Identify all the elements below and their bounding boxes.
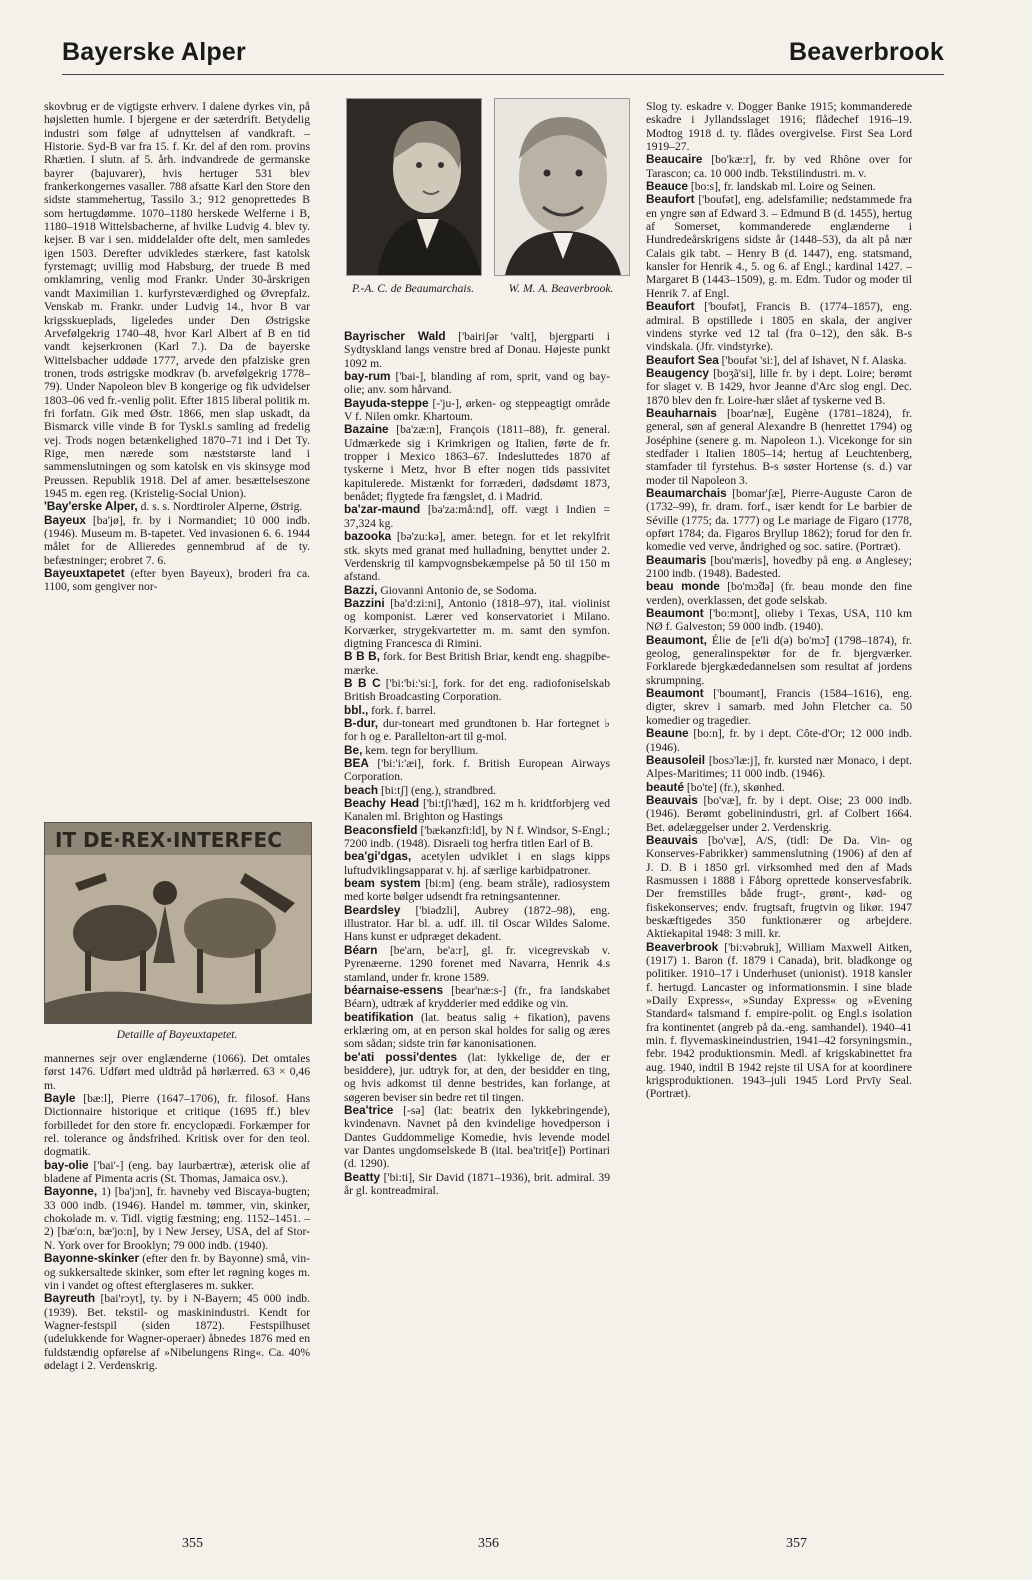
entry (344, 530, 610, 583)
entry-text: [-sə] (lat: beatrix den lykkebringende), kvindenavn. Navnet på den kvindelige hovedperson i Dantes Guddommelige Komedie, hvis levende model var Dantes ungdomselskede B (ital. bea'trit[e]) Portinari (d. 1290). (344, 1103, 610, 1171)
entry-text: (lat. beatus salig + fikation), pavens erklæring om, at en person skal holdes for salig og æres som sådan; sidste trin før kanonisationen. (344, 1010, 610, 1051)
entry (344, 677, 610, 704)
entry (646, 367, 912, 407)
entry-text: [bə'zu:kə], amer. betegn. for et let rekylfrit stk. skyts med granat med hulladning, benyttet under 2. Verdenskrig til kampvognsbekæmpelse på 50 til 150 m afstand. (344, 530, 610, 584)
entry-text: [ba'jø], fr. by i Normandiet; 10 000 indb. (1946). Museum m. B-tapetet. Ved invasionen 6. 6. 1944 målet for de Allieredes gennembrud af de ty. befæstninger; erobret 7. 6. (44, 513, 310, 567)
entry (344, 784, 610, 797)
entry-headword: Beaumont (646, 606, 704, 621)
caption-beaumarchais: P.-A. C. de Beaumarchais. (351, 282, 475, 295)
entry-headword: Beaconsfield (344, 822, 418, 837)
entry-text: fork. f. barrel. (368, 703, 436, 717)
entry-text: [bi:tʃ] (eng.), strandbred. (378, 783, 496, 797)
entry (344, 944, 610, 984)
entry-text: [be'arn, be'a:r], gl. fr. vicegrevskab v. Pyrenæerne. 1290 forenet med Navarra, Henrik 4.s stamland, under fr. krone 1589. (344, 943, 610, 984)
column-2 (344, 330, 610, 1197)
entry (344, 1171, 610, 1198)
entry (646, 754, 912, 781)
page-number-right: 357 (786, 1536, 807, 1551)
entry-text: Slog ty. eskadre v. Dogger Banke 1915; kommanderede eskadre i Jyllandsslaget 1916; flådechef 1916–19. Modtog 1918 d. ty. flådes overgivelse. First Sea Lord 1919–27. (646, 100, 912, 154)
entry-headword: B-dur, (344, 715, 379, 730)
entry-text: mannernes sejr over englænderne (1066). Det omtales først 1476. Udført med uldtråd på hørlærred. 63 × 0,46 m. (44, 1052, 310, 1092)
page-number-left: 355 (182, 1536, 203, 1551)
entry (344, 744, 610, 757)
entry-text: acetylen udviklet i en slags kipps luftudviklingsapparat v. hj. af særlige karbidpatroner. (344, 850, 610, 877)
entry (344, 824, 610, 851)
entry-text: [bai'rɔyt], ty. by i N-Bayern; 45 000 indb. (1939). Bet. tekstil- og maskinindustri. Kendt for Wagner-festspil (siden 1872). Festspilhuset (udelukkende for Wagner-operaer) åbnedes 1876 med en fuldstændig opførelse af »Nibelungens Ring«. Ca. 40% ødelagt i 2. Verdenskrig. (44, 1292, 310, 1372)
entry-text: (lat: lykkelige de, der er besiddere), jur. udtryk for, at den, der besidder en ting, og hvis adkomst til denne bestrides, kan forlange, at søgeren beviser sin bedre ret til tingen. (344, 1050, 610, 1104)
entry (646, 727, 912, 754)
entry-headword: Beauvais (646, 792, 698, 807)
entry-text: [boar'næ], Eugène (1781–1824), fr. general, søn af general Alexandre B (henrettet 1794) og Joséphine (senere g. m. Napoleon 1.). Vicekonge for sin stedfader i Italien 1805–14; hertug af Leuchtenberg, stamfader til fyrstehus. B-s søster Hortense (s. d.) var moder til Napoleon 3. (646, 406, 912, 487)
entry-headword: béarnaise-essens (344, 982, 444, 997)
entry-headword: be'ati possi'dentes (344, 1049, 458, 1064)
tapestry-caption: Detaille af Bayeuxtapetet. (116, 1028, 238, 1041)
entry-text: ['boufət 'si:], del af Ishavet, N f. Alaska. (718, 353, 907, 367)
entry-headword: 'Bay'erske Alper, (44, 499, 138, 514)
entry-headword: Bayonne, (44, 1184, 98, 1199)
entry-text: fork. for Best British Briar, kendt eng. shagpibe-mærke. (344, 650, 610, 677)
entry-text: [boʒã'si], lille fr. by i dept. Loire; berømt for slaget v. B 1429, hvor Jeanne d'Arc slog engl. Dec. 1870 blev den fr. Loire-hær slået af tyskerne ved B. (646, 366, 912, 407)
entry-text: ['bai'-] (eng. bay laurbærtræ), æterisk olie af bladene af Pimenta acris (St. Thomas, Jamaica osv.). (44, 1158, 310, 1186)
entry (44, 500, 310, 513)
entry (44, 1052, 310, 1092)
entry-text: [bo:n], fr. by i dept. Côte-d'Or; 12 000 indb. (1946). (646, 727, 912, 754)
entry-headword: Beardsley (344, 902, 401, 917)
entry-text: [bo:s], fr. landskab ml. Loire og Seinen. (687, 180, 876, 194)
running-head-left: Bayerske Alper (62, 38, 246, 66)
entry-text: ['bi:'bi:'si:], fork. for det eng. radiofoniselskab British Broadcasting Corporation. (344, 676, 610, 704)
entry-headword: Beaufort (646, 192, 695, 207)
entry-text: ['bi:vəbruk], William Maxwell Aitken, (1917) 1. Baron (f. 1879 i Canada), brit. bladkonge og politiker. 1910–17 i Underhuset (unionist). 1918 kansler f. hertugd. Lancaster og informationsmin. I sine blade »Daily Express«, »Sunday Express« og »Evening Standard« talsmand f. empire-polit. og Engl.s isolation fra kontinentet (angreb på da.-eng. samhandel). 1940–41 min. f. flyvemaskineindustrien, 1941–42 forsyningsmin., febr. 1942 produktionsmin. Medl. af krigskabinettet fra aug. 1940, indtil B 1942 rejste til USA for at koordinere krigsproduktionen. 1943–juli 1945 Lord Prvīy Seal. (Portræt). (646, 940, 912, 1101)
entry-headword: Beaumaris (646, 552, 707, 567)
entry (646, 407, 912, 487)
entry-text: kem. tegn for beryllium. (362, 743, 479, 757)
entry-headword: Beaufort (646, 299, 695, 314)
entry (646, 634, 912, 687)
entry-headword: Bayrischer Wald (344, 329, 446, 343)
column-3 (646, 100, 912, 1101)
entry (344, 904, 610, 944)
entry-text: ['boufət], Francis B. (1774–1857), eng. admiral. B opstillede i 1805 en skala, der angiver vindens styrke ved 12 tal (fra 0–12), den såk. B-s vindskala. (Jfr. vindstyrke). (646, 300, 912, 354)
entry (344, 1104, 610, 1171)
entry (344, 597, 610, 650)
entry-headword: Beaumont, (646, 632, 707, 647)
entry (344, 370, 610, 397)
bayeux-tapestry-image (44, 822, 312, 1024)
entry-headword: Bayonne-skinker (44, 1251, 140, 1266)
entry (44, 1185, 310, 1252)
entry-headword: Bazzini (344, 595, 385, 610)
portrait-beaumarchais (346, 98, 482, 276)
entry (646, 687, 912, 727)
entry (344, 757, 610, 784)
entry (344, 797, 610, 824)
entry-headword: Bayreuth (44, 1291, 96, 1306)
entry (646, 607, 912, 634)
entry (344, 704, 610, 717)
entry (646, 193, 912, 300)
entry-headword: bay-olie (44, 1157, 89, 1172)
entry-text: ['bi:ti], Sir David (1871–1936), brit. admiral. 39 år gl. kontreadmiral. (344, 1170, 610, 1197)
entry-text: ['boufət], eng. adelsfamilie; nedstammede fra en yngre søn af Edward 3. – Edmund B (d. 1455), hertug af Somerset, kommanderede englænderne i Hundredeårskrigens sidste år (1448–53), da alt på nær Calais gik tabt. – Henry B (d. 1447), eng. statsmand, kansler for Henrik 4., 5. og 6. af Engl.; kardinal 1427. – Margaret B (1443–1509), g. m. Edm. Tudor og moder til Henrik 7. af Engl. (646, 193, 912, 300)
entry-text: [ba'd:zi:ni], Antonio (1818–97), ital. violinist og komponist. Lærer ved konservatoriet i Milano. Korværker, strygekvartetter m. m. samt den symfon. digtning Francesca di Rimini. (344, 596, 610, 650)
entry-text: ['bi:tʃi'hæd], 162 m h. kridtforbjerg ved Kanalen ml. Brighton og Hastings (344, 797, 610, 824)
entry-text: [bomar'ʃæ], Pierre-Auguste Caron de (1732–99), fr. dram. forf., især kendt for Le barbier de Séville (1775; da. 1777) og Le mariage de Figaro (1778, opført 1784; da. Figaros Bryllup 1862); forud for den fr. komedie ved verve, åndrighed og soc. satire. (Portræt). (646, 486, 912, 554)
entry (646, 580, 912, 607)
page-number-middle: 356 (478, 1536, 499, 1551)
entry (344, 1011, 610, 1051)
entry-text: [bear'næ:s-] (fr., fra landskabet Béarn), udtræk af krydderier med eddike og vin. (344, 983, 610, 1011)
entry (44, 514, 310, 567)
entry-headword: Bazaine (344, 422, 389, 437)
entry-headword: Bayeux (44, 512, 86, 527)
entry (646, 180, 912, 193)
entry-headword: Béarn (344, 942, 378, 957)
entry-headword: Bayle (44, 1091, 76, 1106)
entry-headword: Beaune (646, 726, 689, 741)
entry (344, 650, 610, 677)
entry-text: [bo'mɔ̃də] (fr. beau monde den fine verden), overklassen, det gode selskab. (646, 580, 913, 607)
entry (44, 1092, 310, 1159)
entry-headword: Beachy Head (344, 796, 420, 811)
entry-text: ['bækənzfi:ld], by N f. Windsor, S-Engl.; 7200 indb. (1948). Disraeli tog herfra titlen Earl of B. (344, 823, 610, 851)
entry (344, 850, 610, 877)
entry (646, 100, 912, 153)
entry (344, 503, 610, 530)
entry-text: skovbrug er de vigtigste erhverv. I dalene dyrkes vin, på højsletten humle. I bjergene er der sæterdrift. Betydelig industri som følge af udnyttelsen af vandkraft. – Historie. Syd-B var fra 15. f. Kr. del af den rom. provins Rhætien. I slutn. af 5. årh. indvandrede de germanske bayrer (bajuvarer), hvis hertuger 531 blev frankerkongernes vasaller. 788 afsatte Karl den Store den sidste stammehertug, Tassilo 3.; 912 genoprettedes B som hertugdømme. 1070–1180 herskede Welferne i B, 1180–1918 Wittelsbacherne, af hvilke Ludvig 4. blev ty. kejser. B var i sen. middelalder ofte delt, men samledes igen 1503. Derefter udvikledes stærkere, fast katolsk fyrstemagt; uvillig mod Habsburg, der truede B med omklamring, venlig mod Frankr. Under 30-årskrigen vandt Maximilian 1. kurfyrsteværdighed og Øvrepfalz. Venskab m. Frankr. under Ludvig 14., hvor B var krigsskueplads, ligeledes under Den Østrigske Arvefølgekrig 1740–48, hvor Karl Albert af B en tid vandt kejserkronen (Karl 7.). Da de bayerske Wittelsbacher uddøde 1777, arvede den pfalziske gren tronen, trods østrigske modkrav (b. arvefølgekrig 1778–79). Under Napoleon blev B kongerige og fik udvidelser 1803–06 ved fr.-venlig polit. Efter 1815 liberal politik m. fri forfatn. Gik med Østr. 1866, men slap uskadt, da Bismarck ville vinde B for Tyskl.s samling ad fredelig vej. Trods nogen betænkelighed 1870–71 ind i Det Ty. Rige, men nærede som næststørste land i sammenslutningen og som katolsk en vis skinsyge mod Preussen. Republik 1918. Del af amer. besættelseszone 1945 m. egen reg. (Kristelig-Social Union). (44, 100, 310, 500)
entry-headword: Beaucaire (646, 152, 703, 167)
entry-text: [bi:m] (eng. beam stråle), radiosystem med korte bølger udsendt fra retningsantenner. (344, 877, 610, 904)
entry-headword: B B B, (344, 649, 380, 664)
entry-text: 1) [ba'jɔn], fr. havneby ved Biscaya-bugten; 33 000 indb. (1946). Handel m. tømmer, vin, skinker, chokolade m. v. Tidl. vigtig fæstning; eng. 1152–1451. – 2) [bæ'o:n, bæ'jo:n], by i New Jersey, USA, del af Stor-N. York over for Brooklyn; 79 000 indb. (1940). (44, 1185, 310, 1252)
entry (344, 423, 610, 503)
entry-text: ['biədzli], Aubrey (1872–98), eng. illustrator. Har bl. a. udf. ill. til Oscar Wildes Salome. Hans kunst er udpræget dekadent. (344, 903, 610, 944)
entry-headword: Bayeuxtapetet (44, 566, 125, 581)
tapestry-inscription: IT DE·REX·INTERFEC (55, 828, 282, 852)
entry-headword: bazooka (344, 529, 392, 544)
entry-text: (efter den fr. by Bayonne) små, vin- og sukkersaltede skinker, som efter let røgning koges m. vin i vandet og oftest efterglaseres m. sukker. (44, 1252, 310, 1292)
entry-headword: B B C (344, 675, 381, 690)
entry-headword: beatifikation (344, 1009, 414, 1024)
entry (344, 330, 610, 370)
entry-text: [bə'za:må:nd], off. vægt i Indien = 37,324 kg. (344, 503, 610, 530)
entry (646, 781, 912, 794)
entry-headword: Bea'trice (344, 1102, 394, 1117)
entry (344, 984, 610, 1011)
entry-headword: Bayuda-steppe (344, 395, 429, 410)
entry-headword: Beausoleil (646, 752, 706, 767)
entry (646, 834, 912, 941)
entry-text: ['bairiʃər 'valt], bjergparti i Sydtyskland langs venstre bred af Donau. Højeste punkt 1092 m. (344, 330, 611, 370)
entry-headword: ba'zar-maund (344, 502, 421, 517)
entry (44, 100, 310, 500)
entry-headword: beach (344, 782, 379, 797)
entry (344, 877, 610, 904)
entry (646, 554, 912, 581)
entry-headword: bea'gi'dgas, (344, 849, 412, 864)
entry (44, 567, 310, 594)
entry-text: (efter byen Bayeux), broderi fra ca. 1100, som gengiver nor- (44, 567, 310, 594)
entry-text: [bæ:l], Pierre (1647–1706), fr. filosof. Hans Dictionnaire historique et critique (1695 ff.) blev forbilledet for den store fr. encyclopædi. Forkæmper for rel. tolerance og åndsfrihed. Kritisk over for den teol. dogmatik. (44, 1092, 310, 1159)
header-rule (62, 74, 944, 75)
entry (344, 397, 610, 424)
entry-text: [bo'væ], fr. by i dept. Oise; 23 000 indb. (1946). Berømt gobelinindustri, grl. af Colbert 1664. Bet. ødelæggelser under 2. Verdenskrig. (646, 793, 912, 834)
entry-text: ['bi:'i:'æi], fork. f. British European Airways Corporation. (344, 757, 610, 784)
entry (646, 354, 912, 367)
entry (646, 487, 912, 554)
entry-text: Élie de [e'li d(ə) bo'mɔ̃] (1798–1874), fr. geolog, generalinspektør for de fr. bjergværker. Forklarede bjergkædedannelsen som resultat af jordens skrumpning. (646, 633, 912, 687)
entry (44, 1292, 310, 1372)
entry-headword: Beauvais (646, 832, 698, 847)
entry-headword: Be, (344, 742, 363, 757)
entry-headword: BEA (344, 756, 369, 770)
entry-headword: Beaumont (646, 686, 704, 701)
entry-text: dur-toneart med grundtonen b. Har fortegnet ♭ for h og e. Parallelton-art til g-mol. (344, 716, 610, 744)
entry-text: ['bai-], blanding af rom, sprit, vand og bay-olie; anv. som hårvand. (344, 370, 610, 397)
entry (646, 300, 912, 353)
entry-text: Giovanni Antonio de, se Sodoma. (377, 583, 537, 597)
entry-headword: Beauharnais (646, 405, 717, 420)
entry-headword: Beaumarchais (646, 485, 727, 500)
caption-beaverbrook: W. M. A. Beaverbrook. (508, 282, 614, 295)
entry-text: [-'ju-], ørken- og steppeagtigt område V f. Nilen omkr. Khartoum. (344, 396, 610, 424)
entry-text: d. s. s. Nordtiroler Alperne, Østrig. (137, 500, 303, 514)
portrait-beaverbrook (494, 98, 630, 276)
column-1-bottom (44, 1052, 310, 1372)
entry-headword: Bazzi, (344, 582, 378, 597)
entry-headword: bay-rum (344, 369, 391, 384)
entry (646, 941, 912, 1101)
entry-text: ['boumənt], Francis (1584–1616), eng. digter, skrev i samarb. med John Fletcher ca. 50 komedier og tragedier. (646, 687, 912, 727)
running-head-right: Beaverbrook (788, 38, 944, 66)
entry-text: [ba'zæ:n], François (1811–88), fr. general. Udmærkede sig i Krimkrigen og Italien, førte de fr. tropper i Mexico 1863–67. Indesluttedes 1870 af tyskerne i Metz, hvor B efter nogen tids passivitet kapitulerede. Mistænkt for forræderi, dødsdømt 1873, benådet; flygtede fra fængslet, d. i Madrid. (344, 423, 610, 504)
entry-text: [bo'kæ:r], fr. by ved Rhône over for Tarascon; ca. 10 000 indb. Tekstilindustri. m. v. (646, 153, 912, 180)
entry-headword: Beatty (344, 1169, 381, 1184)
entry-headword: Beaugency (646, 365, 709, 380)
entry (646, 153, 912, 180)
entry-text: ['bo:mɔnt], olieby i Texas, USA, 110 km NØ f. Galveston; 59 000 indb. (1940). (646, 607, 912, 634)
entry-headword: beauté (646, 779, 685, 794)
entry-text: [bo'væ], A/S, (tidl: De Da. Vin- og Konserves-Fabrikker) sammenslutning (1906) af den af J. D. B i 1850 grl. virksomhed med den af Mads Rasmussen i 1888 i Fåborg oprettede konservesfabrik. Der fremstilles både frugt-, grønt-, kød- og fiskekonserves; endv. frugtsaft, frugtvin og likør. 1947 beskæftigedes 350 funktionærer og arbejdere. Aktiekapital 1948: 3 mill. kr. (646, 833, 912, 941)
entry-text: [bosɔ'læ:j], fr. kursted nær Monaco, i dept. Alpes-Maritimes; 11 000 indb. (1946). (646, 753, 912, 781)
entry-headword: Beauce (646, 179, 688, 194)
entry-text: [bo'te] (fr.), skønhed. (684, 780, 785, 794)
column-1-top (44, 100, 310, 594)
portraits (344, 98, 630, 328)
entry-headword: Beaufort Sea (646, 352, 719, 367)
entry (344, 717, 610, 744)
entry-text: [bou'mæris], hovedby på eng. ø Anglesey; 2100 indb. (1948). Badested. (646, 553, 912, 581)
entry (344, 584, 610, 597)
entry (344, 1051, 610, 1104)
entry (646, 794, 912, 834)
entry-headword: beam system (344, 876, 421, 891)
entry-headword: bbl., (344, 702, 369, 717)
entry-headword: beau monde (646, 579, 720, 594)
entry-headword: Beaverbrook (646, 939, 719, 954)
entry (44, 1252, 310, 1292)
entry (44, 1159, 310, 1186)
